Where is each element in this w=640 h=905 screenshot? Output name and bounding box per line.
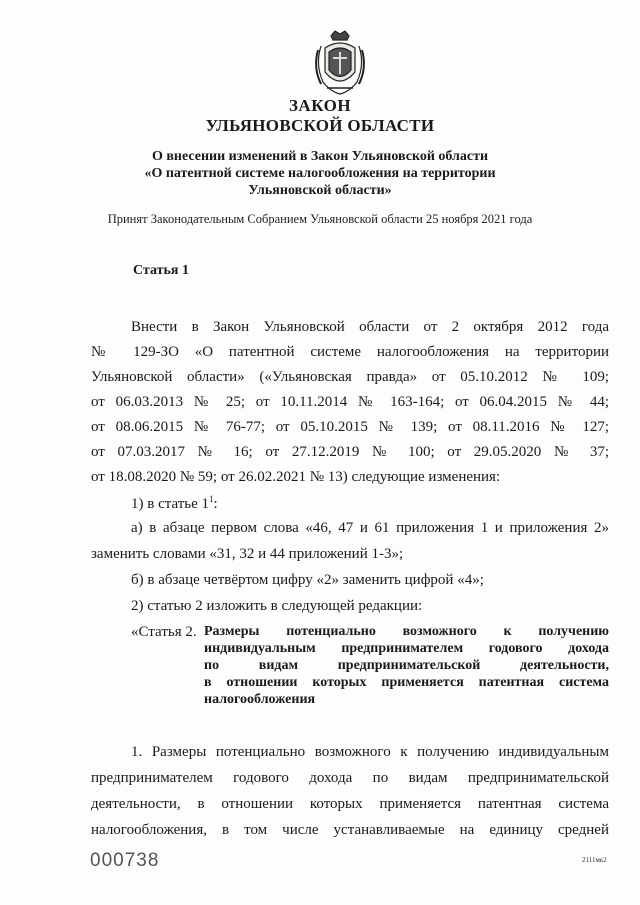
document-number: 000738 [90,850,160,871]
article-2-heading-line: по видам предпринимательской деятельности, [204,658,609,673]
paragraph-1-line: налогообложения, в том числе устанавливаемые на единицу средней [91,822,609,838]
coat-of-arms-emblem [311,28,369,98]
paragraph-1-line: деятельности, в отношении которых применяется патентная система [91,796,609,812]
item-a-line: заменить словами «31, 32 и 44 приложений 1-3»; [91,546,404,562]
item-2: 2) статью 2 изложить в следующей редакции: [131,598,423,614]
paragraph-1-line: предпринимателем годового дохода по видам предпринимательской [91,770,609,786]
article-2-heading-line: налогообложения [204,692,316,707]
body-line: № 129-ЗО «О патентной системе налогообложения на территории [91,344,609,360]
adoption-date-line: Принят Законодательным Собранием Ульяновской области 25 ноября 2021 года [107,212,533,226]
region-title: УЛЬЯНОВСКОЙ ОБЛАСТИ [205,116,435,135]
article-2-heading-line: в отношении которых применяется патентная система [204,675,609,690]
body-line: от 18.08.2020 № 59; от 26.02.2021 № 13) следующие изменения: [91,469,501,485]
document-code: 2111мк2 [582,856,607,864]
body-line: от 06.03.2013 № 25; от 10.11.2014 № 163-164; от 06.04.2015 № 44; [91,394,609,410]
subtitle-line: О внесении изменений в Закон Ульяновской области [151,149,489,164]
body-line: Внести в Закон Ульяновской области от 2 октября 2012 года [131,319,609,335]
article-2-label: «Статья 2. [131,624,197,640]
subtitle-line: Ульяновской области» [248,183,392,198]
item-1 [131,494,218,513]
body-line: Ульяновской области» («Ульяновская правда» от 05.10.2012 № 109; [91,369,609,385]
item-b: б) в абзаце четвёртом цифру «2» заменить цифрой «4»; [131,572,484,588]
item-a-line: а) в абзаце первом слова «46, 47 и 61 приложения 1 и приложения 2» [131,520,609,536]
item-1-colon: : [213,496,218,512]
law-title: ЗАКОН [288,96,352,115]
article-heading: Статья 1 [133,263,189,278]
article-2-heading-line: индивидуальным предпринимателем годового дохода [204,641,609,656]
body-line: от 07.03.2017 № 16; от 27.12.2019 № 100; от 29.05.2020 № 37; [91,444,609,460]
item-1-text: 1) в статье 1 [131,496,210,512]
item-1-superscript: 1 [209,494,214,504]
paragraph-1-line: 1. Размеры потенциально возможного к получению индивидуальным [131,744,609,760]
article-2-heading-line: Размеры потенциально возможного к получению [204,624,609,639]
body-line: от 08.06.2015 № 76-77; от 05.10.2015 № 139; от 08.11.2016 № 127; [91,419,609,435]
subtitle-line: «О патентной системе налогообложения на территории [144,166,496,181]
